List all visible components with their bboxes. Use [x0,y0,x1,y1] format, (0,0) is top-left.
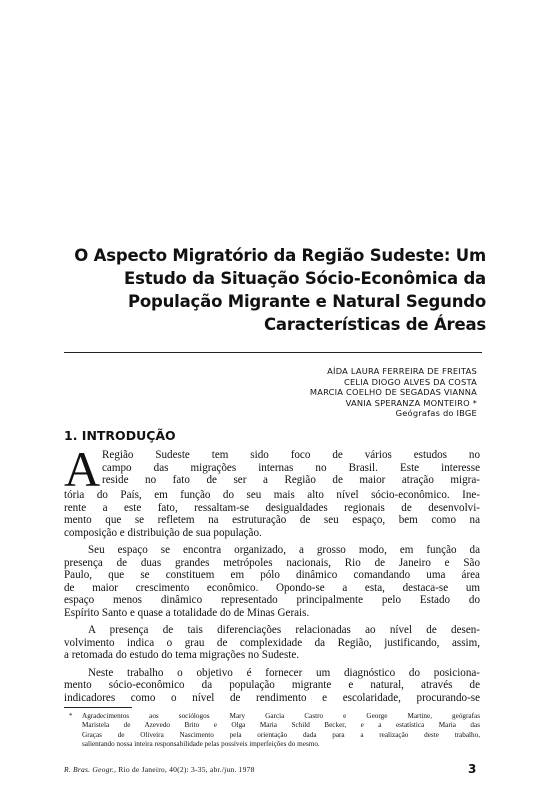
text-line: composição e distribuição de sua população. [64,526,262,539]
text-line: Espírito Santo e quase a totalidade do de Minas Gerais. [64,606,310,619]
text-line: tória do País, em função do seu mais alto nível sócio-econômico. Ine- [64,489,480,501]
footnote [69,712,480,749]
text-line: Seu espaço se encontra organizado, a grosso modo, em função da [88,544,480,556]
author-name: VANIA SPERANZA MONTEIRO * [345,397,477,408]
footnote-marker: * [69,712,73,720]
footnote-divider [64,707,132,708]
page-number: 3 [468,762,477,776]
drop-cap: A [64,449,101,489]
text-line: de maior crescimento econômico. Opondo-se a esta, destaca-se um [64,581,480,594]
title-divider [64,352,482,353]
article-title [40,244,486,336]
text-line: mento que se refletem na estruturação de seu espaço, bem como na [64,514,480,526]
journal-name: R. Bras. Geogr., [64,765,117,774]
text-line: reside no fato de ser a Região de maior atração migra- [102,474,480,486]
text-line: A presença de tais diferenciações relacionadas ao nível de desen- [88,624,480,636]
author-name: MARCIA COELHO DE SEGADAS VIANNA [309,387,477,397]
author-name: AÍDA LAURA FERREIRA DE FREITAS [327,366,477,376]
title-line: População Migrante e Natural Segundo [127,292,486,311]
author-affiliation: Geógrafas do IBGE [395,408,477,418]
text-line: volvimento indica o grau de complexidade da Região, justificando, assim, [64,636,480,649]
text-line: Neste trabalho o objetivo é fornecer um diagnóstico do posiciona- [88,666,480,679]
text-line: rente a este fato, ressaltam-se desigualdades regionais de desenvolvi- [64,501,480,514]
text-line: a retomada do estudo do tema migrações no Sudeste. [64,649,300,661]
paragraph [64,449,480,489]
text-line: presença de duas grandes metrópoles nacionais, Rio de Janeiro e São [64,556,480,569]
footnote-line: Agradecimentos aos sociólogos Mary Garcia Castro e George Martine, geógrafas [82,712,480,720]
title-line: O Aspecto Migratório da Região Sudeste: Um [74,246,486,265]
citation: Rio de Janeiro, 40(2): 3-35, abr./jun. 1978 [118,765,255,774]
footnote-line: salientando nossa inteira responsabilidade pelas possíveis imperfeições do mesmo. [82,739,320,748]
title-line: Estudo da Situação Sócio-Econômica da [124,269,486,288]
text-line: mento sócio-econômico da população migrante e natural, através de [64,679,480,691]
text-line: campo das migrações internas no Brasil. Este interesse [102,461,480,474]
text-line: Região Sudeste tem sido foco de vários estudos no [102,449,480,461]
section-heading: 1. INTRODUÇÃO [64,428,176,443]
text-line: espaço menos dinâmico representado principalmente pelo Estado do [64,594,480,606]
footnote-line: Graças de Oliveira Nascimento pela orientação dada para a realização deste trabalho, [82,730,480,739]
author-name: CELIA DIOGO ALVES DA COSTA [343,376,477,387]
title-line: Características de Áreas [263,315,486,334]
text-line: indicadores como o nível de rendimento e escolaridade, procurando-se [64,691,480,704]
body-text [64,449,480,704]
author-block [250,366,477,419]
footnote-line: Maristela de Azevedo Brito e Olga Maria Schild Becker, e a estatística Maria das [82,721,480,730]
text-line: Paulo, que se constituem em pólo dinâmico comandando uma área [64,569,480,581]
running-footer [64,765,255,774]
